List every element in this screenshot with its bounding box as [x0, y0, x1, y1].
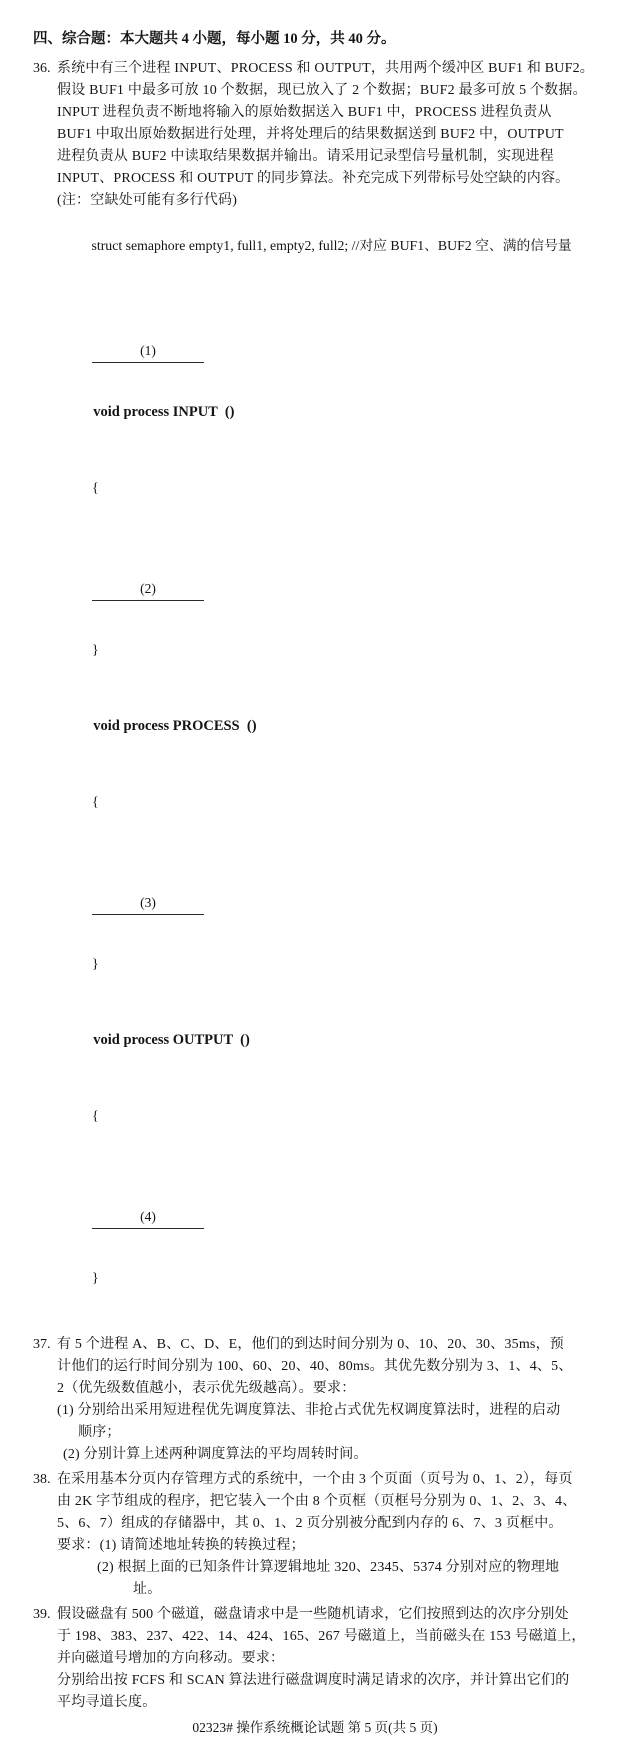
section-header: 四、综合题：本大题共 4 小题，每小题 10 分，共 40 分。: [33, 31, 396, 47]
code-text: {: [92, 1109, 99, 1124]
code-text: struct semaphore empty1, full1, empty2, full2; //对应 BUF1、BUF2 空、满的信号量: [91, 238, 572, 253]
text-line: 进程负责从 BUF2 中读取结果数据并输出。请采用记录型信号量机制，实现进程: [57, 149, 554, 164]
question-37: [33, 1334, 602, 1466]
code-line: [57, 850, 602, 936]
text-line: 有 5 个进程 A、B、C、D、E，他们的到达时间分别为 0、10、20、30、35ms，预: [57, 1337, 564, 1352]
text-line: 并向磁道号增加的方向移动。要求：: [57, 1651, 285, 1666]
code-line: [57, 936, 602, 1012]
text-line: 分别给出按 FCFS 和 SCAN 算法进行磁盘调度时满足请求的次序，并计算出它们的: [57, 1673, 570, 1688]
code-line: [57, 1250, 602, 1326]
text-line: 平均寻道长度。: [57, 1695, 157, 1710]
code-text: void process OUTPUT (): [93, 1032, 250, 1048]
code-text: }: [92, 643, 99, 658]
question-39-number: 39.: [33, 1607, 51, 1622]
text-line: 5、6、7）组成的存储器中，其 0、1、2 页分别被分配到内存的 6、7、3 页框中。: [57, 1516, 563, 1531]
text-line: 系统中有三个进程 INPUT、PROCESS 和 OUTPUT，共用两个缓冲区 BUF1 和 BUF2。: [57, 61, 595, 76]
text-line: 计他们的运行时间分别为 100、60、20、40、80ms。其优先数分别为 3、1、4、5、: [57, 1359, 573, 1374]
text-line: 于 198、383、237、422、14、424、165、267 号磁道上，当前磁头在 153 号磁道上，: [57, 1629, 586, 1644]
question-37-text: [57, 1334, 602, 1466]
code-line: [57, 536, 602, 622]
code-text: {: [92, 795, 99, 810]
answer-blank: (4): [92, 1206, 204, 1229]
text-line: BUF1 中取出原始数据进行处理，并将处理后的结果数据送到 BUF2 中，OUTPUT: [57, 127, 564, 142]
text-line: INPUT、PROCESS 和 OUTPUT 的同步算法。补充完成下列带标号处空缺的内容。: [57, 171, 570, 186]
code-line: [57, 214, 602, 298]
text-line: 在采用基本分页内存管理方式的系统中，一个由 3 个页面（页号为 0、1、2），每页: [57, 1472, 573, 1487]
code-line: [57, 698, 602, 774]
question-37-number: 37.: [33, 1337, 51, 1352]
text-line: 假设 BUF1 中最多可放 10 个数据，现已放入了 2 个数据；BUF2 最多可放 5 个数据。: [57, 83, 587, 98]
text-line: 址。: [133, 1582, 162, 1597]
text-line: (2) 分别计算上述两种调度算法的平均周转时间。: [63, 1447, 368, 1462]
question-39-text: [57, 1604, 602, 1714]
code-line: [57, 384, 602, 460]
answer-blank: (1): [92, 340, 204, 363]
code-line: [57, 460, 602, 536]
text-line: 要求：(1) 请简述地址转换的转换过程；: [57, 1538, 305, 1553]
question-36-code: [57, 214, 602, 1326]
text-line: 顺序；: [78, 1425, 121, 1440]
question-36-text: [57, 58, 602, 212]
code-text: void process INPUT (): [93, 404, 235, 420]
text-line: 2（优先级数值越小，表示优先级越高）。要求：: [57, 1381, 356, 1396]
code-line: [57, 1164, 602, 1250]
code-line: [57, 1088, 602, 1164]
answer-blank: (3): [92, 892, 204, 915]
question-36: [33, 58, 602, 1326]
code-line: [57, 298, 602, 384]
code-text: void process PROCESS (): [93, 718, 257, 734]
code-text: {: [92, 481, 99, 496]
text-line: (注：空缺处可能有多行代码): [57, 193, 238, 208]
code-line: [57, 1012, 602, 1088]
text-line: INPUT 进程负责不断地将输入的原始数据送入 BUF1 中，PROCESS 进程负责从: [57, 105, 552, 120]
question-38: [33, 1469, 602, 1601]
code-text: }: [92, 957, 99, 972]
question-36-number: 36.: [33, 61, 51, 76]
code-text: }: [92, 1271, 99, 1286]
text-line: 假设磁盘有 500 个磁道，磁盘请求中是一些随机请求，它们按照到达的次序分别处: [57, 1607, 569, 1622]
page-footer: 02323# 操作系统概论试题 第 5 页(共 5 页): [192, 1720, 438, 1735]
text-line: (1) 分别给出采用短进程优先调度算法、非抢占式优先权调度算法时，进程的启动: [57, 1403, 561, 1418]
code-line: [57, 774, 602, 850]
code-line: [57, 622, 602, 698]
text-line: 由 2K 字节组成的程序，把它装入一个由 8 个页框（页框号分别为 0、1、2、3、4、: [57, 1494, 577, 1509]
question-38-text: [57, 1469, 602, 1601]
question-39: [33, 1604, 602, 1714]
question-38-number: 38.: [33, 1472, 51, 1487]
answer-blank: (2): [92, 578, 204, 601]
text-line: (2) 根据上面的已知条件计算逻辑地址 320、2345、5374 分别对应的物理地: [97, 1560, 560, 1575]
